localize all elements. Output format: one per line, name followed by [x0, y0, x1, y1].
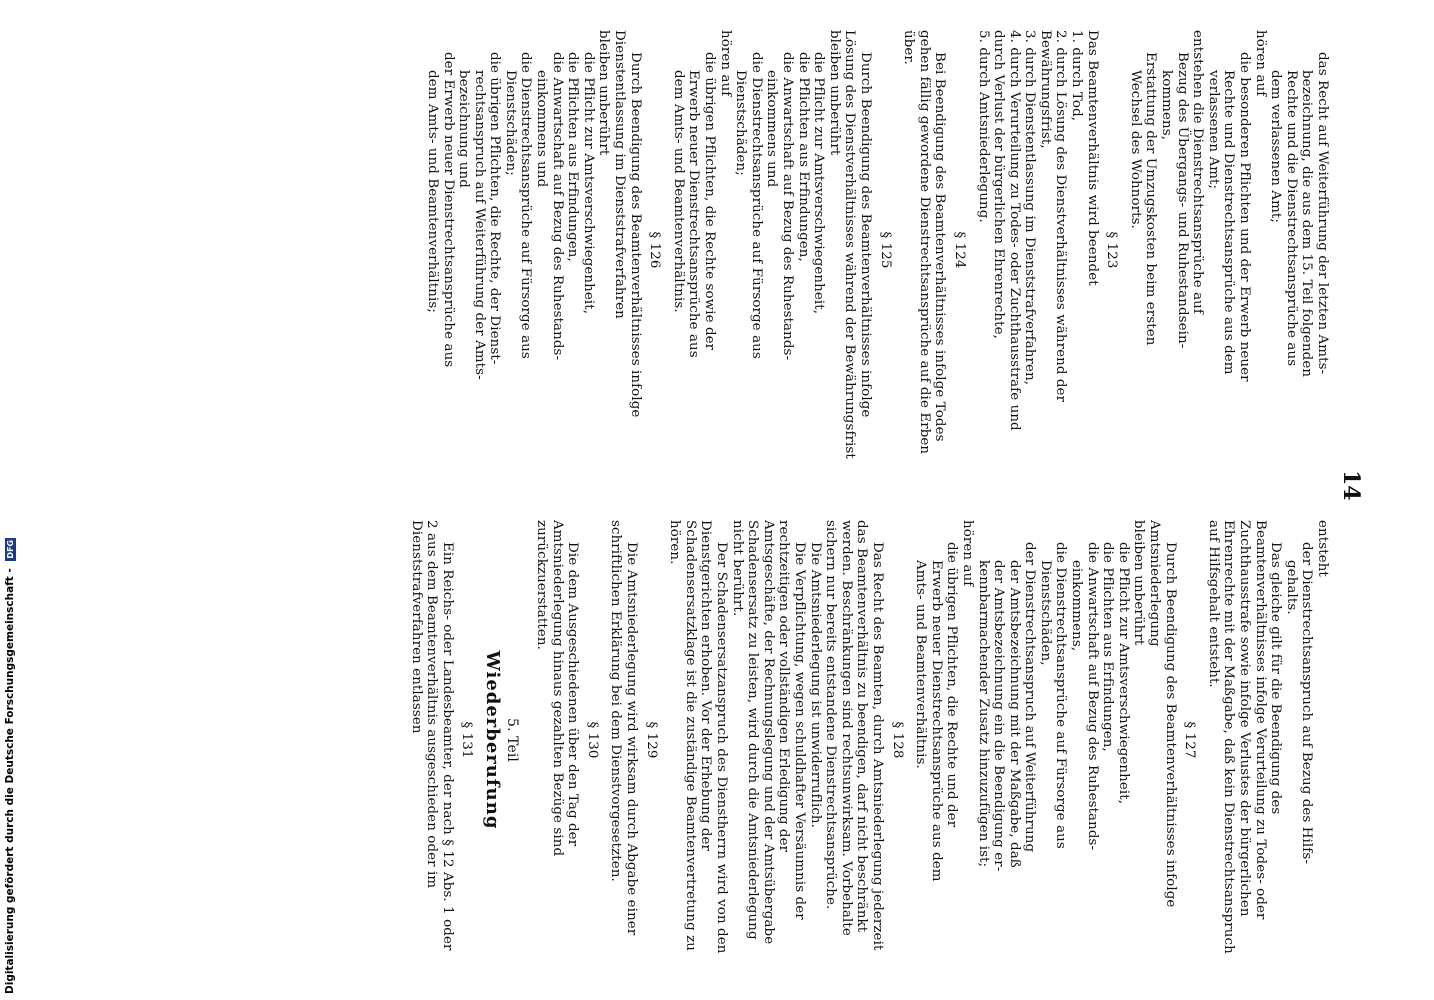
text-line: rechtsanspruch auf Weiterführung der Amts- — [471, 70, 487, 380]
text-line: der Amtsbezeichnung ein die Beendigung er- — [991, 560, 1007, 872]
text-line: die Pflicht zur Amtsverschwiegenheit, — [580, 52, 596, 315]
text-line: Rechte und Dienstrechtsansprüche aus dem — [1221, 70, 1237, 375]
text-line: die Dienstrechtsansprüche auf Fürsorge aus — [1053, 542, 1069, 849]
text-line: die Dienstrechtsansprüche auf Fürsorge aus — [748, 52, 764, 359]
text-line: hören auf — [1252, 30, 1268, 97]
text-line: die Pflichten aus Erfindungen, — [1100, 542, 1116, 752]
section-heading: § 124 — [951, 231, 967, 269]
text-line: die Pflicht zur Amtsverschwiegenheit, — [811, 52, 827, 315]
text-line: Durch Beendigung des Beamtenverhältnisses infolge Dienstentlassung im Dienststrafverfahren — [612, 30, 643, 418]
text-line: entstehen die Dienstrechtsansprüche auf — [1190, 30, 1206, 314]
section-heading: § 131 — [459, 721, 475, 759]
text-line: bleiben unberührt — [596, 30, 612, 156]
text-line: kennbarmachender Zusatz hinzuzufügen ist; — [975, 560, 991, 868]
text-line: Dienstschäden; — [502, 70, 518, 176]
section-heading: § 126 — [647, 231, 663, 269]
footer — [0, 394, 24, 994]
text-line: der Dienstrechtsanspruch auf Bezug des Hilfs- — [1299, 542, 1315, 864]
text-line: Durch Beendigung des Beamtenverhältnisses infolge Amtsniederlegung — [1147, 520, 1178, 908]
section-heading: § 127 — [1182, 721, 1198, 759]
text-line: 2. durch Lösung des Dienstverhältnisses während der Bewährungsfrist, — [1037, 30, 1069, 403]
text-line: 5. durch Amtsniederlegung. — [975, 30, 991, 223]
section-heading: § 125 — [877, 231, 893, 269]
text-line: Ein Reichs- oder Landesbeamter, der nach § 12 Abs. 1 oder 2 aus dem Beamtenverhältnis ausgeschieden oder im Dienststrafverfahren entlassen — [408, 520, 455, 951]
text-line: Bei Beendigung des Beamtenverhältnisses infolge Todes gehen fällig gewordene Dienstrechtsansprüche auf die Erben über. — [901, 30, 948, 455]
text-line: bleiben unberührt — [1131, 520, 1147, 646]
text-line: bleiben unberührt — [826, 30, 842, 156]
text-line: die übrigen Pflichten, die Rechte, der Dienst- — [487, 52, 503, 365]
scanned-page — [150, 0, 1370, 1000]
text-line: Durch Beendigung des Beamtenverhältnisses infolge Lösung des Dienstverhältnisses während der Bewährungsfrist — [842, 30, 873, 459]
dfg-logo: DFG — [5, 539, 15, 559]
text-line: entsteht — [1315, 520, 1330, 577]
text-line: die Pflicht zur Amtsverschwiegenheit, — [1115, 542, 1131, 805]
page-number: 14 — [1338, 470, 1364, 501]
text-line: Dienstschäden, — [1037, 560, 1053, 666]
section-heading: § 130 — [584, 721, 600, 759]
text-line: die Anwartschaft auf Bezug des Ruhestands- — [780, 52, 795, 361]
footer-credit-text: Digitalisierung gefördert durch die Deutsche Forschungsgemeinschaft - — [4, 568, 16, 994]
section-heading: § 128 — [889, 721, 905, 759]
text-line: hören auf — [959, 520, 975, 587]
text-line: Der Schadensersatzanspruch des Dienstherrn wird von den Dienstgerichten erhoben. Vor der Erhebung der Schadensersatzklage ist die zuständige Beamtenvertretung zu hören. — [667, 520, 730, 954]
text-line: einkommens, — [1069, 560, 1085, 652]
text-line: Die Verpflichtung, wegen schuldhafter Versäumnis der rechtzeitigen oder vollständigen Erledigung der Amtsgeschäfte, der Rechnungslegung und der Amtsübergabe Schadensersatz zu leisten, wird durch die Amtsniederlegung nicht berührt. — [729, 520, 807, 945]
text-line: Die Amtsniederlegung wird wirksam durch Abgabe einer schriftlichen Erklärung bei dem Dienstvorgesetzten. — [608, 520, 640, 936]
text-line: die Anwartschaft auf Bezug des Ruhestands- — [549, 52, 565, 361]
text-line: einkommens und — [764, 70, 780, 188]
text-line: Rechte und die Dienstrechtsansprüche aus — [1283, 70, 1299, 367]
part-heading: 5. Teil — [504, 718, 521, 762]
text-line: Bezug des Übergangs- und Ruhestandsein- — [1174, 52, 1190, 349]
text-line: Wechsel des Wohnorts. — [1127, 70, 1143, 229]
section-heading: § 129 — [643, 721, 659, 759]
text-line: 4. durch Verurteilung zu Todes- oder Zuchthausstrafe und durch Verlust der bürgerlichen Ehrenrechte, — [991, 30, 1022, 431]
text-line: Amts- und Beamtenverhältnis. — [913, 560, 929, 769]
text-line: dem verlassenen Amt; — [1268, 70, 1284, 223]
text-line: dem Amts- und Beamtenverhältnis. — [670, 70, 686, 313]
text-line: die übrigen Pflichten, die Rechte sowie der — [702, 52, 718, 351]
text-line: Erwerb neuer Dienstrechtsansprüche aus — [686, 70, 702, 358]
text-line: der Dienstrechtsanspruch auf Weiterführung — [1022, 542, 1038, 853]
text-line: der Amtsbezeichnung mit der Maßgabe, daß — [1006, 560, 1022, 868]
text-line: Erwerb neuer Dienstrechtsansprüche aus dem — [928, 560, 944, 882]
text-line: Das Beamtenverhältnis wird beendet — [1084, 30, 1100, 286]
section-heading: § 123 — [1104, 231, 1120, 269]
text-line: die übrigen Pflichten, die Rechte und der — [944, 542, 960, 828]
text-line: die Pflichten aus Erfindungen, — [795, 52, 811, 262]
text-line: Die dem Ausgeschiedenen über den Tag der Amtsniederlegung hinaus gezahlten Bezüge sind zurückzuerstatten. — [534, 520, 581, 857]
text-line: bezeichnung, die aus dem 15. Teil folgenden — [1299, 70, 1315, 378]
text-line: kommens, — [1159, 70, 1175, 141]
text-line: Das Recht des Beamten, durch Amtsniederlegung jederzeit das Beamtenverhältnis zu beendigen, darf nicht beschränkt werden. Beschränkungen sind rechtsunwirksam. Vorbehalte sichern nur bereits entstandene Dienstrechtsansprüche. — [823, 520, 885, 951]
part-heading: Wiederberufung — [481, 650, 503, 830]
text-line: 1. durch Tod, — [1069, 30, 1085, 122]
text-line: das Recht auf Weiterführung der letzten Amts- — [1315, 52, 1330, 375]
text-line: bezeichnung und — [456, 70, 472, 188]
right-text-column — [408, 520, 1330, 960]
text-line: die besonderen Pflichten und der Erwerb neuer — [1237, 52, 1253, 382]
text-line: dem Amts- und Beamtenverhältnis; — [424, 70, 440, 313]
left-text-column — [424, 30, 1330, 470]
text-line: die Anwartschaft auf Bezug des Ruhestands- — [1084, 542, 1100, 851]
text-line: Das gleiche gilt für die Beendigung des Beamtenverhältnisses infolge Verurteilung zu Todes- oder Zuchthausstrafe sowie infolge Verlustes der bürgerlichen Ehrenrechte mit der Maßgabe, daß kein Dienstrechtsanspruch auf Hilfsgehalt entsteht. — [1205, 520, 1284, 954]
text-line: Dienstschäden; — [733, 70, 749, 176]
text-line: Die Amtsniederlegung ist unwiderruflich. — [807, 542, 823, 829]
text-line: verlassenen Amt; — [1205, 70, 1221, 190]
text-line: 3. durch Dienstentlassung im Dienststrafverfahren, — [1022, 30, 1038, 386]
text-line: gehalts. — [1283, 560, 1299, 615]
text-line: hören auf — [717, 30, 733, 97]
text-line: der Erwerb neuer Dienstrechtsansprüche aus — [440, 52, 456, 368]
text-line: einkommens und — [534, 70, 550, 188]
text-line: die Pflichten aus Erfindungen, — [565, 52, 581, 262]
footer-credit — [4, 538, 16, 994]
text-line: die Dienstrechtsansprüche auf Fürsorge aus — [518, 52, 534, 359]
text-line: Erstattung der Umzugskosten beim ersten — [1143, 52, 1159, 346]
